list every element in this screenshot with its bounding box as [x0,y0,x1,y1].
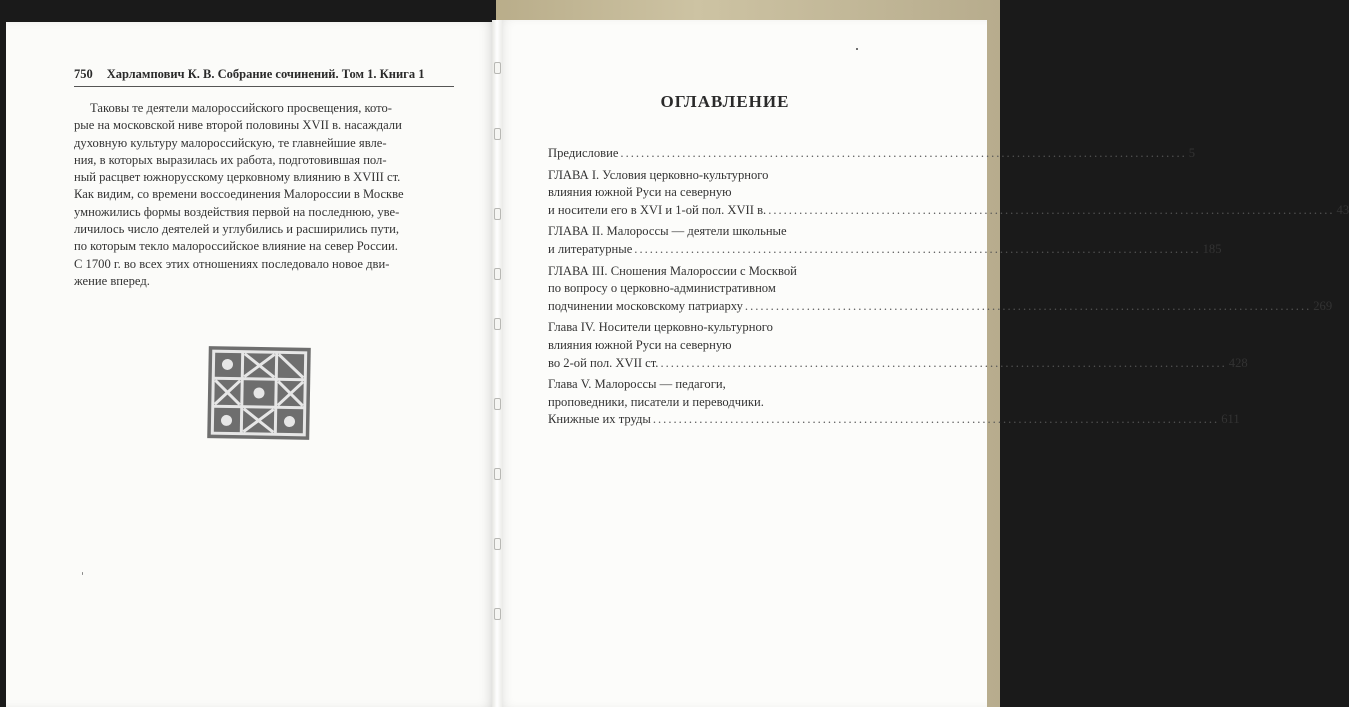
scan-speck [856,48,858,50]
paragraph-line: по которым текло малороссийское влияние на север России. [74,239,398,254]
running-head [74,67,454,83]
toc-entry-text: влияния южной Руси на северную [548,185,732,200]
paragraph-line: умножились формы воздействия первой на последнюю, уве- [74,204,400,219]
toc-entry-chapter-3[interactable] [548,263,1333,316]
paragraph-line: духовную культуру малороссийскую, те главнейшие явле- [74,135,387,150]
paragraph-line: Как видим, со времени воссоединения Малороссии в Москве [74,187,404,202]
body-paragraph [74,100,454,290]
toc-entry-text: ГЛАВА II. Малороссы — деятели школьные [548,224,787,239]
toc-entry-chapter-4[interactable] [548,319,1248,372]
table-of-contents [548,145,1349,433]
paragraph-line: ный расцвет южнорусскому церковному влиянию в XVIII ст. [74,170,401,185]
tailpiece-ornament [207,346,311,440]
toc-entry-text: ГЛАВА I. Условия церковно-культурного [548,167,769,182]
dot-leader: .............................................................................................................. [620,146,1187,160]
paragraph-line: жение вперед. [74,273,150,288]
toc-page-number: 43 [1336,202,1349,217]
scan-speck [82,572,83,575]
binding-stitch [494,128,501,140]
toc-entry-text: и носители его в XVI и 1-ой пол. XVII в. [548,202,767,217]
toc-page-number: 269 [1313,298,1333,313]
toc-entry-text: во 2-ой пол. XVII ст. [548,355,659,370]
header-rule [74,86,454,87]
toc-entry-text: Глава V. Малороссы — педагоги, [548,377,726,392]
binding-stitch [494,318,501,330]
paragraph-line: С 1700 г. во всех этих отношениях последовало новое дви- [74,256,390,271]
toc-entry-text: по вопросу о церковно-административном [548,281,776,296]
dot-leader: .............................................................................................................. [660,355,1227,370]
toc-page-number: 185 [1202,241,1222,256]
binding-stitch [494,398,501,410]
toc-entry-text: проповедники, писатели и переводчики. [548,394,764,409]
toc-title: ОГЛАВЛЕНИЕ [660,92,790,111]
toc-entry-chapter-1[interactable] [548,167,1349,220]
toc-entry-text: влияния южной Руси на северную [548,337,732,352]
toc-entry-text: подчинении московскому патриарху [548,298,743,313]
dot-leader: .............................................................................................................. [652,412,1220,427]
paragraph-line: ния, в которых выразилась их работа, подготовившая пол- [74,152,387,167]
toc-entry-text: Книжные их труды [548,412,651,427]
book-gutter [492,20,502,707]
toc-entry-text: Предисловие [548,146,619,160]
paragraph-line: Таковы те деятели малороссийского просвещения, кото- [90,101,392,115]
binding-stitch [494,538,501,550]
paragraph-line: рые на московской ниве второй половины XVII в. насаждали [74,118,402,133]
paragraph-line: личилось число деятелей и углубились и расширились пути, [74,222,400,237]
toc-page-number: 428 [1228,355,1248,370]
binding-stitch [494,608,501,620]
dot-leader: .............................................................................................................. [744,298,1312,313]
toc-page-number: 5 [1188,146,1196,160]
toc-entry-text: ГЛАВА III. Сношения Малороссии с Москвой [548,263,797,278]
dot-leader: .............................................................................................................. [768,202,1335,217]
toc-page-number: 611 [1221,412,1240,427]
binding-stitch [494,468,501,480]
binding-stitch [494,62,501,74]
toc-entry-text: Глава IV. Носители церковно-культурного [548,320,773,335]
page-number: 750 [74,67,93,81]
toc-entry-preface[interactable] [548,145,1196,163]
toc-entry-text: и литературные [548,241,633,256]
binding-stitch [494,208,501,220]
running-head-title: Харлампович К. В. Собрание сочинений. Том 1. Книга 1 [106,67,425,81]
dot-leader: .............................................................................................................. [634,241,1201,256]
toc-entry-chapter-5[interactable] [548,376,1240,429]
toc-entry-chapter-2[interactable] [548,223,1222,258]
binding-stitch [494,268,501,280]
